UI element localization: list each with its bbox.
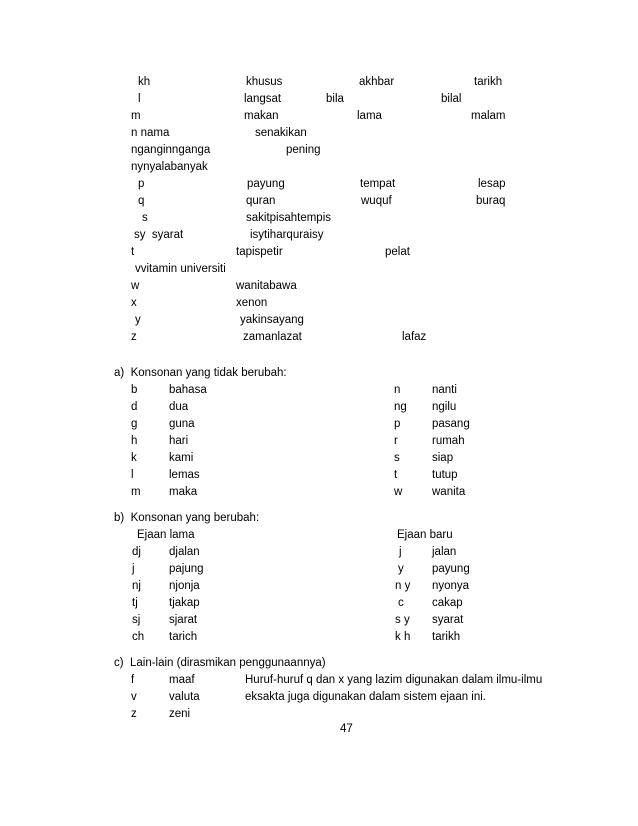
sa-r3-l2: hari [169, 435, 189, 447]
sb-r0-l1: dj [132, 546, 141, 558]
sb-r5-r1: k h [395, 631, 411, 643]
sc-r2-l2: zeni [169, 708, 191, 720]
sb-r5-l1: ch [132, 631, 145, 643]
sb-r1-l1: j [132, 563, 135, 575]
sa-r0-l2: bahasa [169, 384, 207, 396]
sa-r2-l1: g [131, 418, 138, 430]
row-p-col2: payung [247, 178, 285, 190]
sb-r0-r1: j [399, 546, 402, 558]
sa-r5-r2: tutup [432, 469, 458, 481]
row-w-col2: wanitabawa [236, 280, 297, 292]
sa-r4-r1: s [394, 452, 400, 464]
sa-r1-r1: ng [394, 401, 407, 413]
sa-r2-r1: p [394, 418, 401, 430]
sb-r3-l2: tjakap [169, 597, 200, 609]
row-t-col1: t [131, 246, 135, 258]
row-ng-col1: nganginnganga [131, 144, 211, 156]
sa-r3-r1: r [394, 435, 398, 447]
row-z-col2: zamanlazat [243, 331, 302, 343]
row-kh-col3: akhbar [359, 76, 395, 88]
sa-r3-r2: rumah [432, 435, 465, 447]
row-l-col2: langsat [244, 93, 282, 105]
row-z-col1: z [131, 331, 137, 343]
sb-r2-l1: nj [132, 580, 141, 592]
sb-r2-r1: n y [395, 580, 411, 592]
ejaan-lama-header: Ejaan lama [137, 529, 195, 541]
sa-r0-r1: n [394, 384, 401, 396]
sc-r0-l1: f [131, 674, 135, 686]
sb-r3-r2: cakap [432, 597, 463, 609]
sb-r2-r2: nyonya [432, 580, 470, 592]
row-ny-col1: nynyalabanyak [131, 161, 208, 173]
ejaan-baru-header: Ejaan baru [397, 529, 453, 541]
row-x-col2: xenon [236, 297, 268, 309]
sa-r0-r2: nanti [432, 384, 457, 396]
row-p-col3: tempat [360, 178, 396, 190]
sa-r4-l1: k [131, 452, 137, 464]
row-m-col1: m [131, 110, 141, 122]
sb-r4-l1: sj [132, 614, 141, 626]
row-p-col4: lesap [478, 178, 506, 190]
sa-r2-l2: guna [169, 418, 195, 430]
row-y-col1: y [135, 314, 141, 326]
row-y-col2: yakinsayang [240, 314, 304, 326]
sb-r0-l2: djalan [169, 546, 200, 558]
sb-r1-l2: pajung [169, 563, 204, 575]
row-n-col1: n nama [131, 127, 170, 139]
sc-note-line1: Huruf-huruf q dan x yang lazim digunakan dalam ilmu-ilmu [245, 674, 543, 686]
row-s-col1: s [142, 212, 148, 224]
sa-r4-r2: siap [432, 452, 454, 464]
row-q-col3: wuquf [361, 195, 392, 207]
sc-note-line2: eksakta juga digunakan dalam sistem ejaan ini. [245, 691, 487, 703]
sc-r1-l2: valuta [169, 691, 200, 703]
row-t-col2: tapispetir [236, 246, 283, 258]
row-kh-col4: tarikh [474, 76, 503, 88]
row-kh-col2: khusus [246, 76, 283, 88]
sb-r4-l2: sjarat [169, 614, 198, 626]
sc-r1-l1: v [131, 691, 137, 703]
row-m-col2: makan [244, 110, 279, 122]
sa-r1-r2: ngilu [432, 401, 457, 413]
row-q-col1: q [138, 195, 145, 207]
row-w-col1: w [131, 280, 140, 292]
row-n-col2: senakikan [255, 127, 307, 139]
sb-r5-l2: tarich [169, 631, 198, 643]
row-m-col4: malam [471, 110, 506, 122]
sa-r4-l2: kami [169, 452, 194, 464]
row-q-col2: quran [246, 195, 276, 207]
sa-r1-l1: d [131, 401, 138, 413]
row-kh-col1: kh [138, 76, 151, 88]
sa-r6-r1: w [394, 486, 403, 498]
row-m-col3: lama [357, 110, 382, 122]
sa-r6-l2: maka [169, 486, 198, 498]
row-v-col1: vvitamin universiti [135, 263, 226, 275]
sa-r3-l1: h [131, 435, 138, 447]
row-l-col1: l [138, 93, 141, 105]
row-sy-col1: sy syarat [134, 229, 184, 241]
sb-r3-l1: tj [132, 597, 138, 609]
row-q-col4: buraq [476, 195, 506, 207]
sa-r6-r2: wanita [432, 486, 466, 498]
sc-r2-l1: z [131, 708, 137, 720]
section-b-heading: b) Konsonan yang berubah: [114, 512, 260, 524]
sb-r4-r2: syarat [432, 614, 464, 626]
section-a-heading: a) Konsonan yang tidak berubah: [114, 367, 287, 379]
sa-r6-l1: m [131, 486, 141, 498]
row-s-col2: sakitpisahtempis [246, 212, 332, 224]
sb-r4-r1: s y [395, 614, 410, 626]
sc-r0-l2: maaf [169, 674, 195, 686]
sb-r3-r1: c [398, 597, 404, 609]
row-sy-col2: isytiharquraisy [250, 229, 324, 241]
row-ng-col2: pening [286, 144, 321, 156]
sa-r2-r2: pasang [432, 418, 470, 430]
section-c-heading: c) Lain-lain (dirasmikan penggunaannya) [114, 657, 326, 669]
row-x-col1: x [131, 297, 137, 309]
row-l-col4: bilal [441, 93, 462, 105]
sa-r0-l1: b [131, 384, 138, 396]
sa-r1-l2: dua [169, 401, 189, 413]
sb-r1-r2: payung [432, 563, 470, 575]
row-l-col2b: bila [326, 93, 344, 105]
sa-r5-l1: l [131, 469, 134, 481]
sb-r0-r2: jalan [432, 546, 457, 558]
sa-r5-r1: t [394, 469, 398, 481]
row-p-col1: p [138, 178, 145, 190]
sb-r5-r2: tarikh [432, 631, 461, 643]
row-z-col3: lafaz [402, 331, 427, 343]
row-t-col3: pelat [385, 246, 410, 258]
sb-r1-r1: y [398, 563, 404, 575]
page-number: 47 [340, 723, 353, 735]
sa-r5-l2: lemas [169, 469, 200, 481]
sb-r2-l2: njonja [169, 580, 200, 592]
